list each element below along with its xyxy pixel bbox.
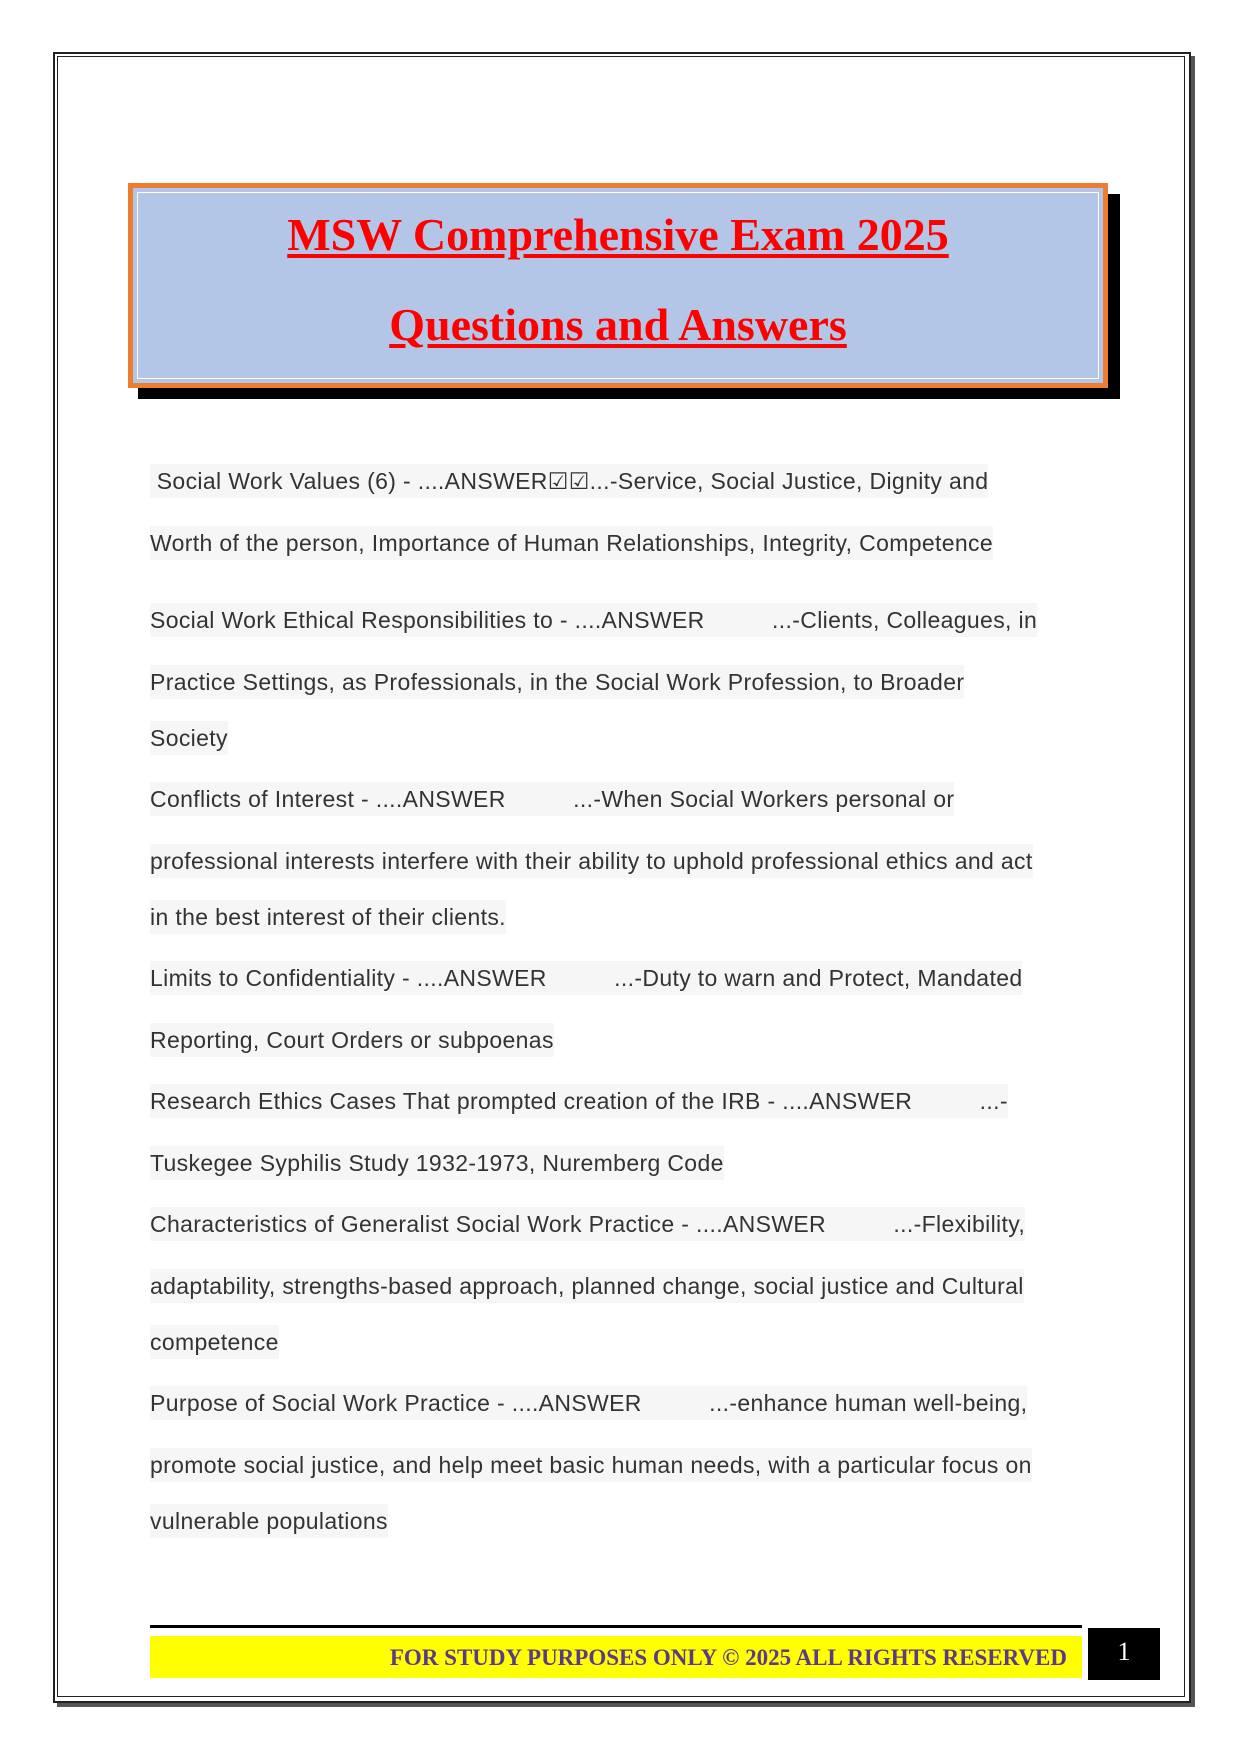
qa-line: vulnerable populations: [150, 1504, 388, 1538]
qa-line: Social Work Values (6) - ....ANSWER☑☑...-Service, Social Justice, Dignity and: [150, 464, 988, 498]
title-box: [128, 183, 1108, 388]
qa-line: Purpose of Social Work Practice - ....ANSWER ...-enhance human well-being,: [150, 1386, 1027, 1420]
qa-line: adaptability, strengths-based approach, planned change, social justice and Cultural: [150, 1269, 1024, 1303]
qa-line: Characteristics of Generalist Social Work Practice - ....ANSWER ...-Flexibility,: [150, 1207, 1025, 1241]
footer-band: [150, 1636, 1082, 1678]
page-number: 1: [1088, 1628, 1160, 1680]
title-line-1: MSW Comprehensive Exam 2025: [287, 209, 949, 260]
qa-line: Social Work Ethical Responsibilities to - ....ANSWER ...-Clients, Colleagues, in: [150, 603, 1037, 637]
qa-line: Society: [150, 721, 228, 755]
title-line-2: Questions and Answers: [389, 299, 847, 350]
qa-line: Limits to Confidentiality - ....ANSWER ...-Duty to warn and Protect, Mandated: [150, 961, 1022, 995]
qa-line: promote social justice, and help meet basic human needs, with a particular focus on: [150, 1448, 1032, 1482]
qa-line: Tuskegee Syphilis Study 1932-1973, Nuremberg Code: [150, 1146, 724, 1180]
qa-line: Reporting, Court Orders or subpoenas: [150, 1023, 554, 1057]
qa-line: professional interests interfere with their ability to uphold professional ethics and act: [150, 844, 1033, 878]
footer-text: FOR STUDY PURPOSES ONLY © 2025 ALL RIGHTS RESERVED: [389, 1645, 1067, 1670]
qa-line: Practice Settings, as Professionals, in the Social Work Profession, to Broader: [150, 665, 964, 699]
qa-line: Research Ethics Cases That prompted creation of the IRB - ....ANSWER ...-: [150, 1084, 1008, 1118]
qa-line: Conflicts of Interest - ....ANSWER ...-When Social Workers personal or: [150, 782, 954, 816]
qa-line: Worth of the person, Importance of Human Relationships, Integrity, Competence: [150, 526, 993, 560]
qa-line: competence: [150, 1325, 279, 1359]
footer-rule: [150, 1625, 1082, 1628]
qa-line: in the best interest of their clients.: [150, 900, 506, 934]
